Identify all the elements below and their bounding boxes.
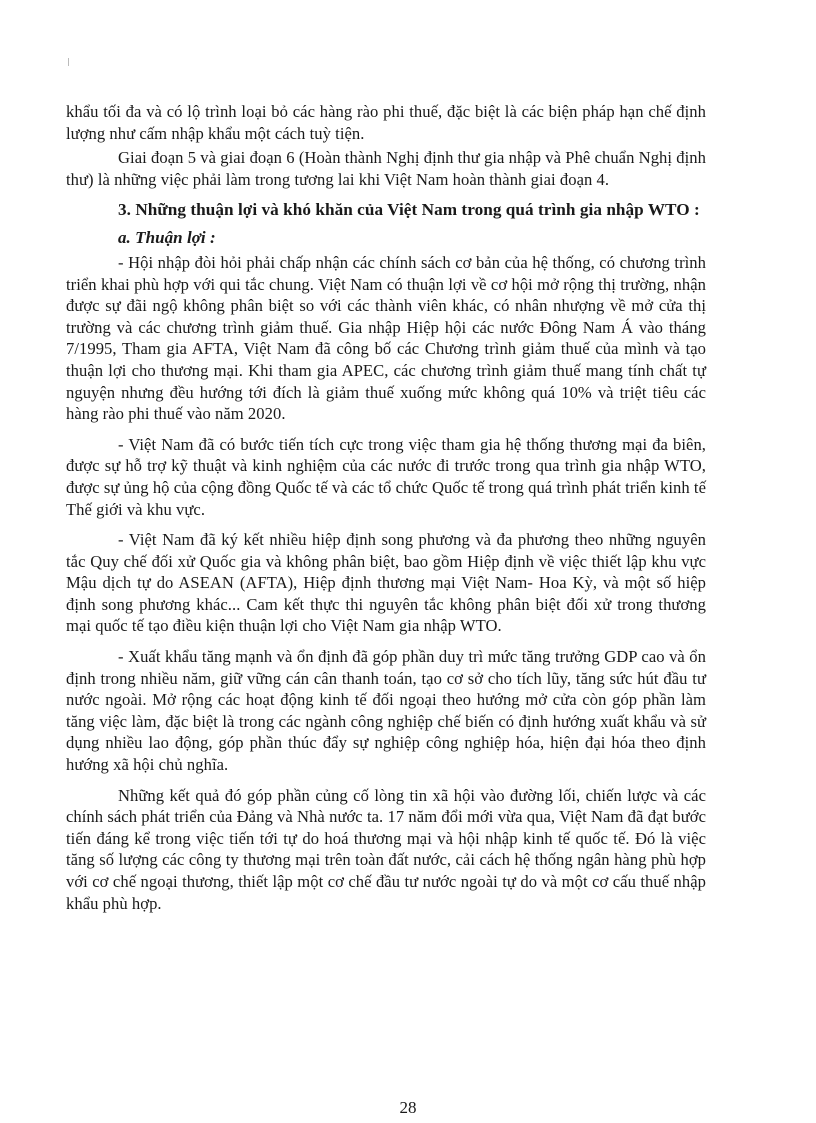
paragraph-integration: - Hội nhập đòi hỏi phải chấp nhận các chính sách cơ bản của hệ thống, có chương trình triển khai phù hợp với qui tắc chung. Việt Nam có thuận lợi về cơ hội mở rộng thị trường, nhận được sự đãi ngộ không phân biệt so với các thành viên khác, có nhân nhượng về mở cửa thị trường và các chương trình giảm thuế. Gia nhập Hiệp hội các nước Đông Nam Á vào tháng 7/1995, Tham gia AFTA, Việt Nam đã công bố các Chương trình giảm thuế của mình và tạo thuận lợi cho thương mại. Khi tham gia APEC, các chương trình giảm thuế mang tính chất tự nguyện nhưng đều hướng tới đích là giảm thuế xuống mức không quá 10% và triệt tiêu các hàng rào phi thuế vào năm 2020. [66,252,706,424]
subsection-heading: a. Thuận lợi : [118,228,216,248]
paragraph-agreements: - Việt Nam đã ký kết nhiều hiệp định song phương và đa phương theo những nguyên tắc Quy chế đối xử Quốc gia và không phân biệt, bao gồm Hiệp định về việc thiết lập khu vực Mậu dịch tự do ASEAN (AFTA), Hiệp định thương mại Việt Nam- Hoa Kỳ, và một số hiệp định song phương khác... Cam kết thực thi nguyên tắc không phân biệt đối xử trong thương mại quốc tế tạo điều kiện thuận lợi cho Việt Nam gia nhập WTO. [66,530,706,636]
paragraph-continuation: khẩu tối đa và có lộ trình loại bỏ các hàng rào phi thuế, đặc biệt là các biện pháp hạn chế định lượng như cấm nhập khẩu một cách tuỳ tiện. [66,102,706,143]
paragraph-exports: - Xuất khẩu tăng mạnh và ổn định đã góp phần duy trì mức tăng trưởng GDP cao và ổn định trong nhiều năm, giữ vững cán cân thanh toán, tạo cơ sở cho tích lũy, tăng sức hút đầu tư nước ngoài. Mở rộng các hoạt động kinh tế đối ngoại theo hướng mở cửa còn góp phần làm tăng việc làm, đặc biệt là trong các ngành công nghiệp chế biến có định hướng xuất khẩu và sử dụng nhiều lao động, góp phần thúc đẩy sự nghiệp công nghiệp hóa, hiện đại hóa theo định hướng xã hội chủ nghĩa. [66,647,706,775]
document-page [66,101,706,914]
scan-artifact [68,58,69,66]
paragraph-results: Những kết quả đó góp phần củng cố lòng tin xã hội vào đường lối, chiến lược và các chính sách phát triển của Đảng và Nhà nước ta. 17 năm đổi mới vừa qua, Việt Nam đã đạt bước tiến đáng kể trong việc tiến tới tự do hoá thương mại và hội nhập kinh tế quốc tế. Đó là việc tăng số lượng các công ty thương mại trên toàn đất nước, cải cách hệ thống ngân hàng phù hợp với cơ chế ngoại thương, thiết lập một cơ chế đầu tư nước ngoài tự do và một cơ cấu thuế nhập khẩu phù hợp. [66,785,706,913]
paragraph-stages: Giai đoạn 5 và giai đoạn 6 (Hoàn thành Nghị định thư gia nhập và Phê chuẩn Nghị định thư) là những việc phải làm trong tương lai khi Việt Nam hoàn thành giai đoạn 4. [66,148,706,189]
section-heading: 3. Những thuận lợi và khó khăn của Việt Nam trong quá trình gia nhập WTO : [118,200,700,220]
page-number: 28 [399,1098,417,1117]
paragraph-multilateral-trade: - Việt Nam đã có bước tiến tích cực trong việc tham gia hệ thống thương mại đa biên, được sự hỗ trợ kỹ thuật và kinh nghiệm của các nước đi trước trong qua trình gia nhập WTO, được sự ủng hộ của cộng đồng Quốc tế và các tổ chức Quốc tế trong quá trình phát triển kinh tế Thế giới và khu vực. [66,434,706,519]
